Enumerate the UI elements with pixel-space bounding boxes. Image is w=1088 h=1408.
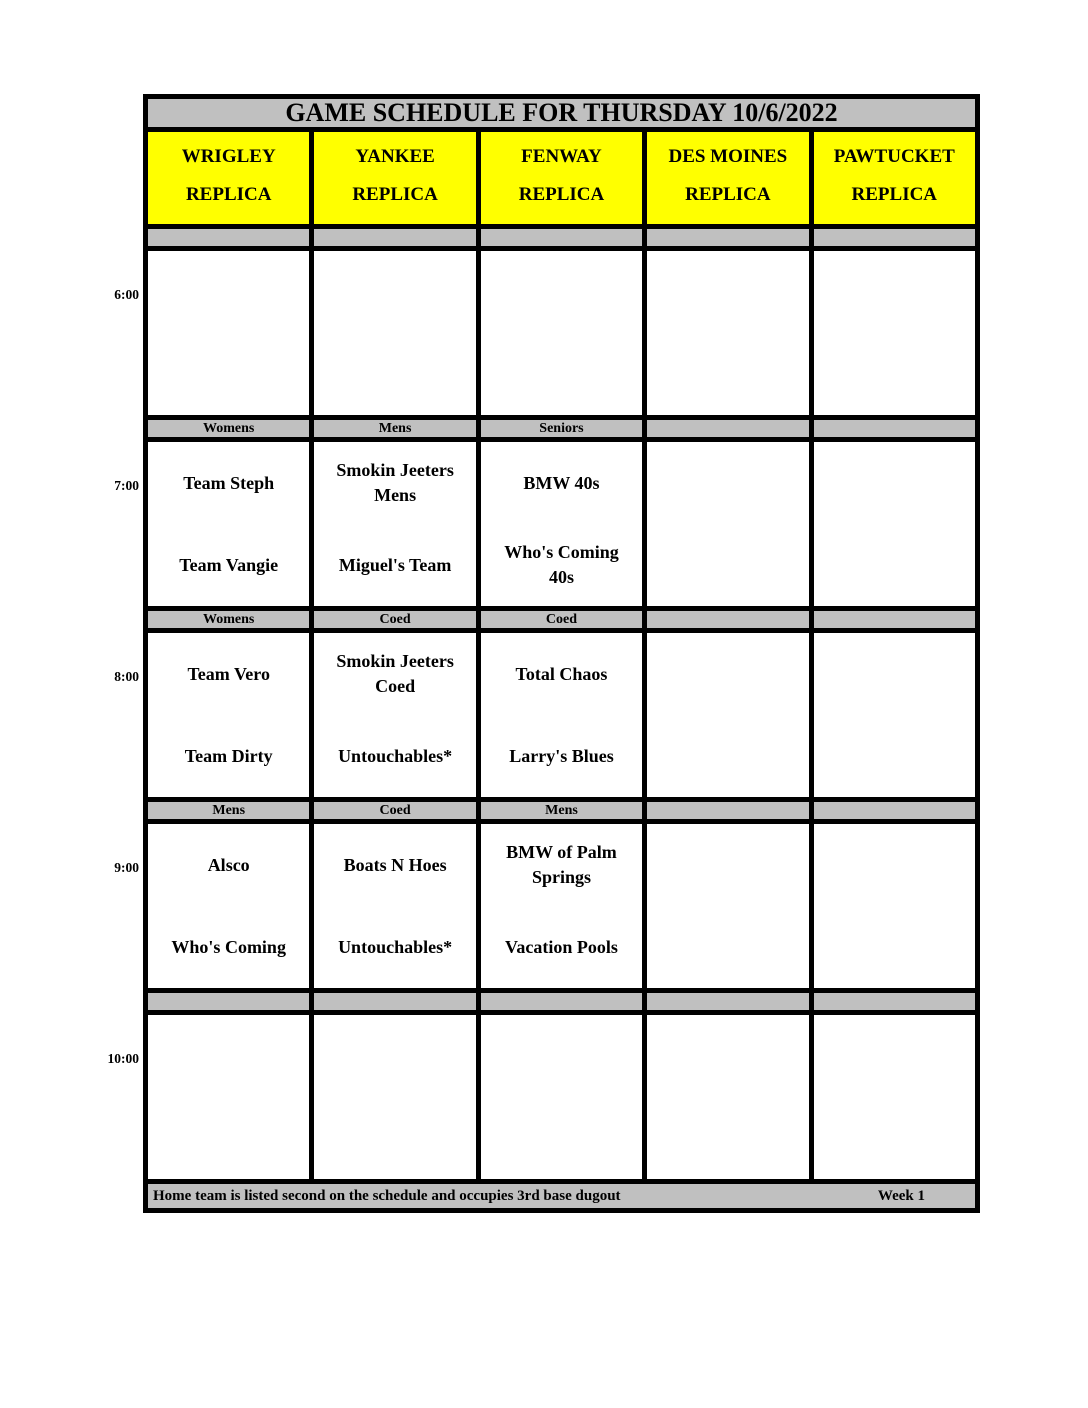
division-cell <box>146 800 312 822</box>
field-column-fenway <box>478 130 644 227</box>
home-team: Vacation Pools <box>505 936 618 957</box>
division-row-1000 <box>146 991 978 1013</box>
division-label <box>647 802 808 819</box>
game-cell <box>645 249 811 418</box>
field-type: REPLICA <box>685 184 771 205</box>
field-name: YANKEE <box>355 146 435 167</box>
home-team <box>647 1097 808 1179</box>
away-team: Total Chaos <box>515 663 608 684</box>
division-cell <box>478 800 644 822</box>
game-cell <box>312 249 478 418</box>
away-team <box>814 824 975 906</box>
away-team <box>647 251 808 333</box>
away-team: Smokin Jeeters Coed <box>336 651 454 696</box>
division-label <box>647 993 808 1010</box>
field-name: FENWAY <box>521 146 602 167</box>
title-cell <box>146 97 978 130</box>
division-label <box>148 993 309 1010</box>
away-team: BMW of Palm Springs <box>506 842 617 887</box>
home-team <box>481 333 642 415</box>
game-cell <box>811 249 977 418</box>
home-team <box>647 906 808 988</box>
field-column-wrigley <box>146 130 312 227</box>
field-type: REPLICA <box>352 184 438 205</box>
division-label: Seniors <box>539 421 584 436</box>
game-cell <box>114 440 312 609</box>
away-team <box>647 442 808 524</box>
game-cell <box>114 249 312 418</box>
division-label <box>647 611 808 628</box>
game-cell <box>107 1013 312 1182</box>
division-label <box>314 229 475 246</box>
footer-note: Home team is listed second on the schedule and occupies 3rd base dugout <box>153 1187 621 1204</box>
game-cell <box>312 822 478 991</box>
home-team: Who's Coming 40s <box>504 542 619 587</box>
game-cell <box>645 631 811 800</box>
division-label <box>647 229 808 246</box>
game-cell <box>645 440 811 609</box>
home-team <box>814 715 975 797</box>
schedule-table <box>107 94 980 1213</box>
away-team <box>314 1015 475 1097</box>
field-column-pawtucket <box>811 130 977 227</box>
away-team: Smokin Jeeters Mens <box>336 460 454 505</box>
game-cell <box>478 822 644 991</box>
game-cell <box>811 1013 977 1182</box>
division-label <box>814 611 975 628</box>
field-type: REPLICA <box>185 184 272 205</box>
division-label <box>314 993 475 1010</box>
division-label: Coed <box>379 803 411 818</box>
division-cell <box>312 418 478 440</box>
division-row-700 <box>146 418 978 440</box>
home-team <box>814 1097 975 1179</box>
home-team <box>148 1097 309 1179</box>
time-label: 7:00 <box>114 478 139 493</box>
footer-cell <box>146 1182 978 1211</box>
games-row-800 <box>146 631 978 800</box>
page-title: GAME SCHEDULE FOR THURSDAY 10/6/2022 <box>285 98 838 127</box>
away-team <box>647 633 808 715</box>
away-team: Boats N Hoes <box>343 854 447 875</box>
home-team <box>647 524 808 606</box>
division-cell <box>811 800 977 822</box>
division-cell <box>478 609 644 631</box>
home-team <box>314 1097 475 1179</box>
away-team <box>148 1015 309 1097</box>
division-label <box>814 420 975 437</box>
division-cell <box>312 991 478 1013</box>
home-team <box>647 715 808 797</box>
division-label: Mens <box>378 421 412 436</box>
time-label: 6:00 <box>114 287 139 302</box>
division-cell <box>645 991 811 1013</box>
game-cell <box>478 440 644 609</box>
title-row <box>146 97 978 130</box>
division-cell <box>312 609 478 631</box>
home-team <box>481 1097 642 1179</box>
field-column-yankee <box>312 130 478 227</box>
division-cell <box>811 991 977 1013</box>
game-cell <box>312 1013 478 1182</box>
games-row-600 <box>146 249 978 418</box>
division-cell <box>811 418 977 440</box>
away-team <box>814 251 975 333</box>
home-team <box>814 333 975 415</box>
away-team <box>814 1015 975 1097</box>
home-team <box>814 524 975 606</box>
away-team <box>814 442 975 524</box>
away-team: Alsco <box>207 854 250 875</box>
footer-row <box>146 1182 978 1211</box>
home-team: Untouchables* <box>338 745 453 766</box>
division-cell <box>478 991 644 1013</box>
game-schedule-sheet <box>107 94 980 1213</box>
division-label <box>814 229 975 246</box>
game-cell <box>114 822 312 991</box>
away-team <box>314 251 475 333</box>
away-team: Team Vero <box>187 663 270 684</box>
time-label: 8:00 <box>114 669 139 684</box>
time-label: 10:00 <box>107 1051 139 1066</box>
field-type: REPLICA <box>851 184 938 205</box>
division-label <box>481 229 642 246</box>
field-name: DES MOINES <box>668 146 788 167</box>
games-row-900 <box>146 822 978 991</box>
division-label: Mens <box>212 803 246 818</box>
field-name: WRIGLEY <box>181 146 276 167</box>
game-cell <box>478 249 644 418</box>
game-cell <box>478 1013 644 1182</box>
game-cell <box>811 631 977 800</box>
division-label <box>814 802 975 819</box>
away-team <box>647 824 808 906</box>
division-cell <box>146 991 312 1013</box>
division-cell <box>645 227 811 249</box>
division-label <box>647 420 808 437</box>
division-row-800 <box>146 609 978 631</box>
division-cell <box>811 227 977 249</box>
division-cell <box>312 800 478 822</box>
field-type: REPLICA <box>518 184 605 205</box>
division-cell <box>478 227 644 249</box>
division-cell <box>645 609 811 631</box>
division-label: Womens <box>203 421 255 436</box>
division-cell <box>645 418 811 440</box>
home-team <box>647 333 808 415</box>
away-team <box>814 633 975 715</box>
week-label: Week 1 <box>877 1187 925 1204</box>
division-label <box>814 993 975 1010</box>
games-row-1000 <box>146 1013 978 1182</box>
division-row-900 <box>146 800 978 822</box>
away-team <box>481 251 642 333</box>
home-team: Larry's Blues <box>509 745 614 766</box>
division-cell <box>478 418 644 440</box>
division-cell <box>312 227 478 249</box>
time-label: 9:00 <box>114 860 139 875</box>
game-cell <box>114 631 312 800</box>
home-team <box>148 333 309 415</box>
away-team <box>481 1015 642 1097</box>
division-label: Coed <box>545 612 578 627</box>
game-cell <box>478 631 644 800</box>
division-cell <box>146 227 312 249</box>
division-cell <box>146 609 312 631</box>
away-team <box>148 251 309 333</box>
division-label <box>148 229 309 246</box>
home-team: Who's Coming <box>171 936 286 957</box>
game-cell <box>811 822 977 991</box>
division-cell <box>146 418 312 440</box>
game-cell <box>312 631 478 800</box>
home-team: Miguel's Team <box>338 554 452 575</box>
home-team: Team Dirty <box>184 745 273 766</box>
field-header-row <box>146 130 978 227</box>
games-row-700 <box>146 440 978 609</box>
field-column-des-moines <box>645 130 811 227</box>
away-team <box>647 1015 808 1097</box>
division-label: Coed <box>379 612 411 627</box>
game-cell <box>645 822 811 991</box>
division-cell <box>645 800 811 822</box>
game-cell <box>312 440 478 609</box>
home-team: Untouchables* <box>338 936 453 957</box>
game-cell <box>645 1013 811 1182</box>
division-label: Womens <box>203 612 255 627</box>
game-cell <box>811 440 977 609</box>
field-name: PAWTUCKET <box>833 146 955 167</box>
division-row-600 <box>146 227 978 249</box>
division-cell <box>811 609 977 631</box>
home-team <box>314 333 475 415</box>
away-team: Team Steph <box>183 472 275 493</box>
division-label: Mens <box>545 803 578 818</box>
division-label <box>481 993 642 1010</box>
home-team <box>814 906 975 988</box>
home-team: Team Vangie <box>179 554 279 575</box>
away-team: BMW 40s <box>523 472 600 493</box>
